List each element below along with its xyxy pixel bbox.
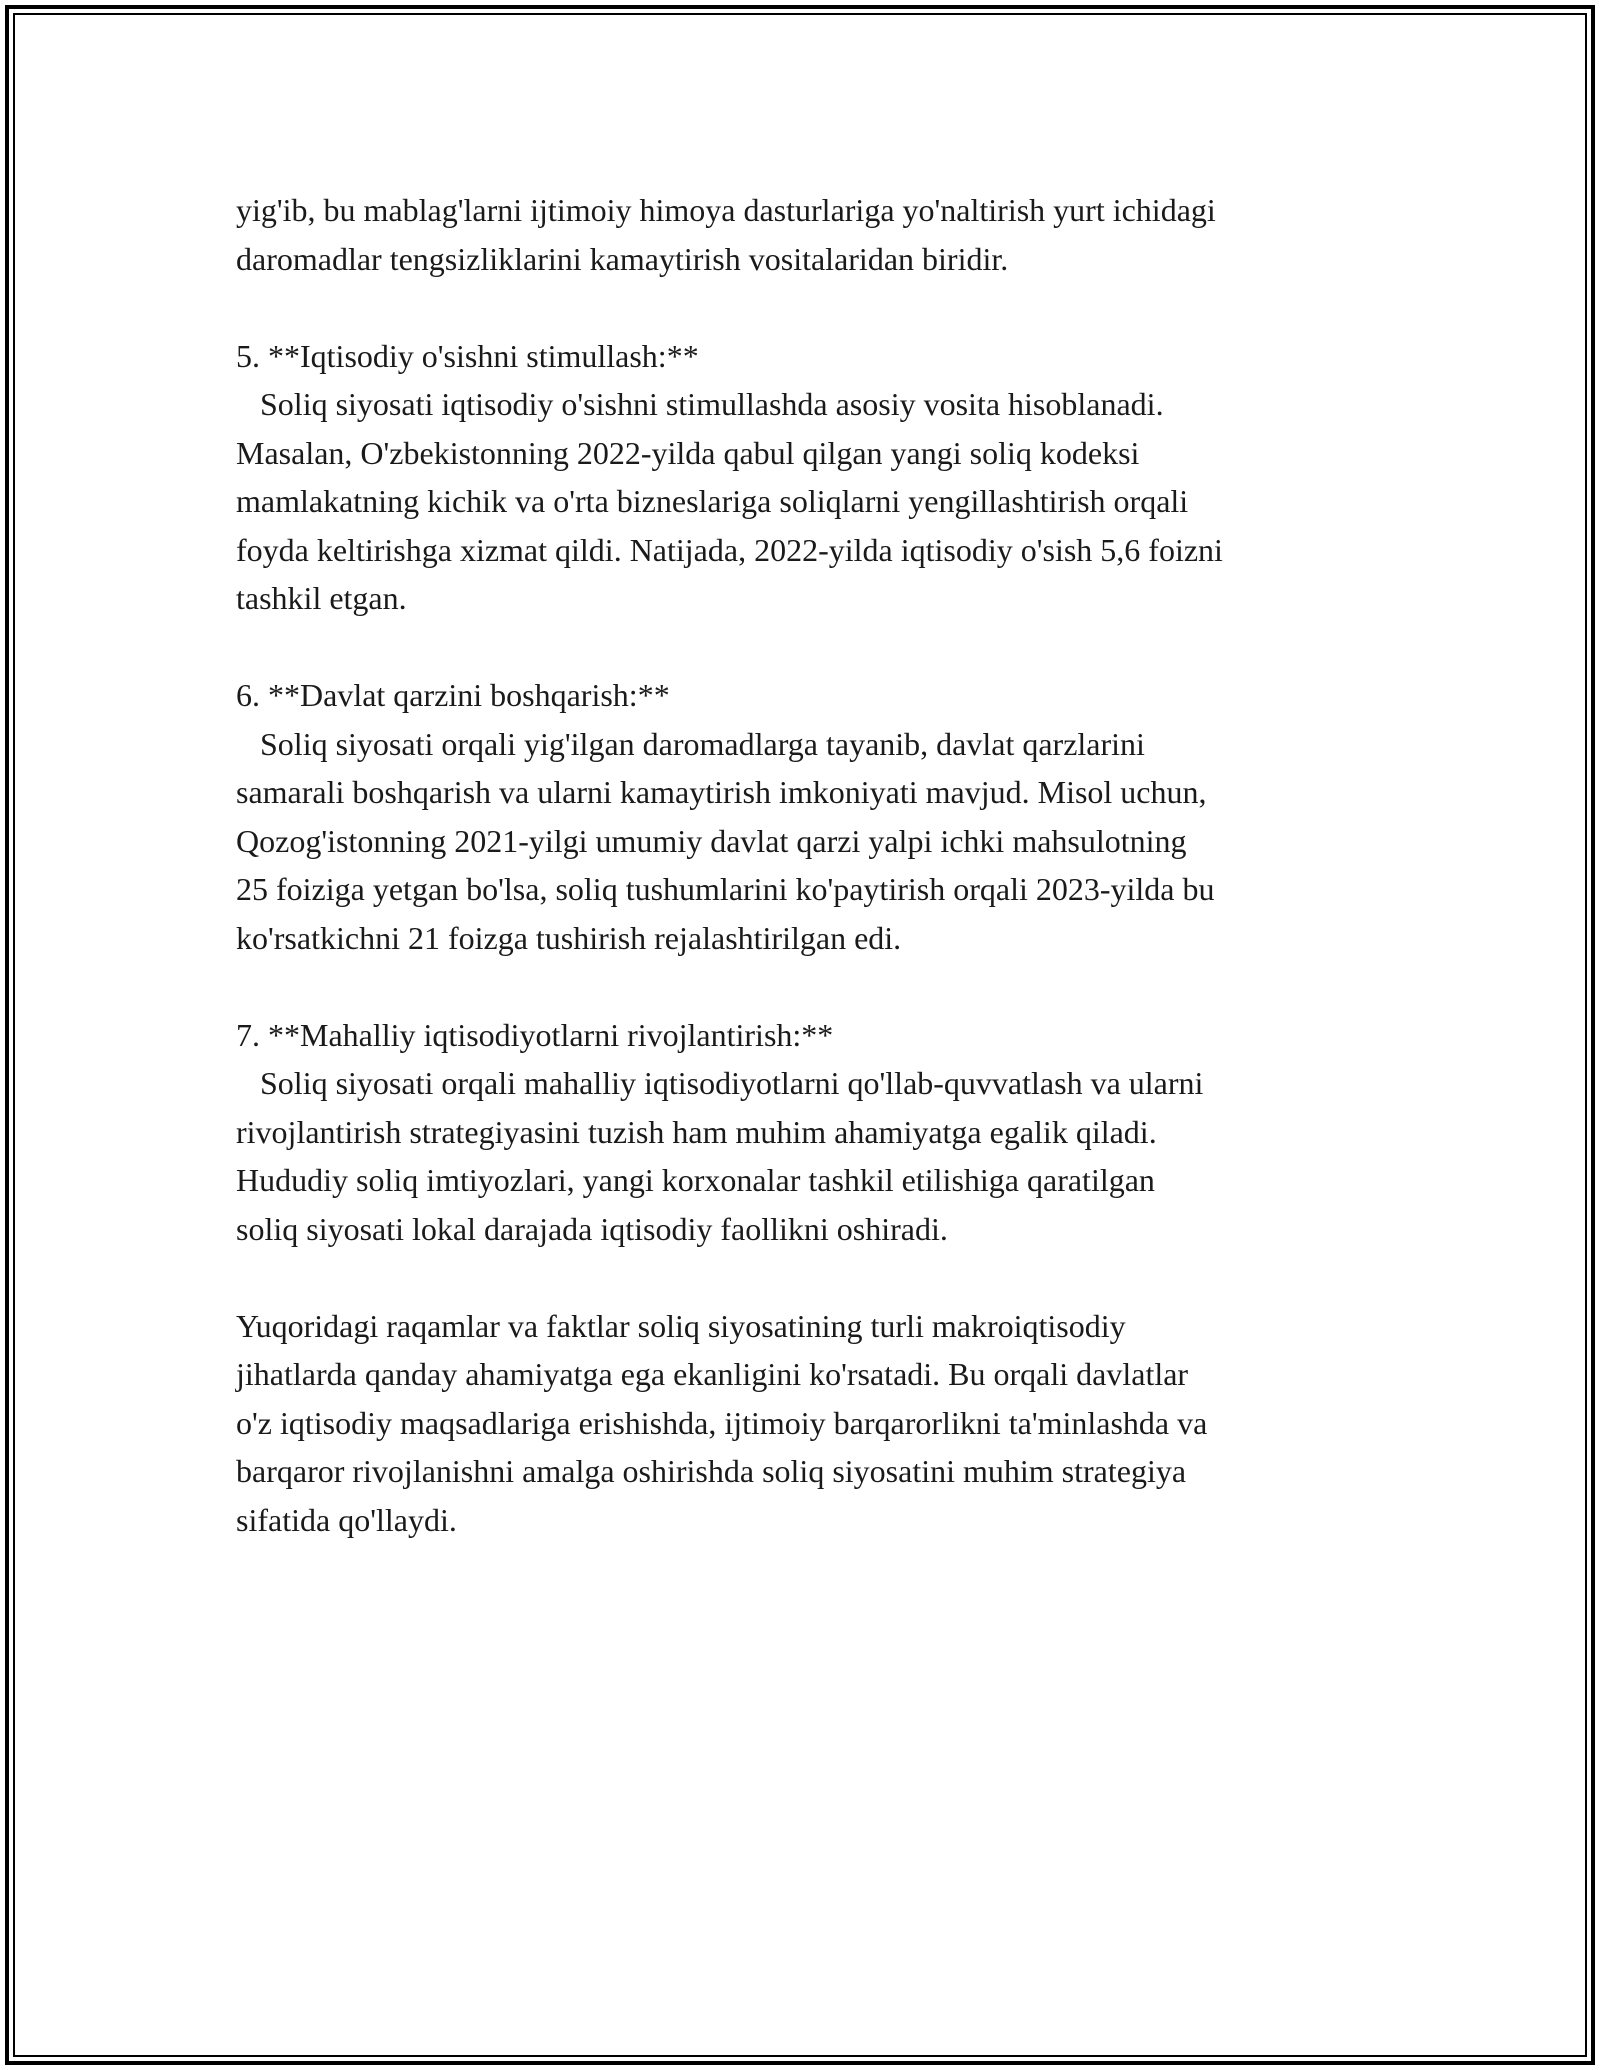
text-line: ko'rsatkichni 21 foizga tushirish rejalashtirilgan edi. xyxy=(236,919,902,956)
section-heading: 6. **Davlat qarzini boshqarish:** xyxy=(236,677,670,713)
text-line: yig'ib, bu mablag'larni ijtimoiy himoya dasturlariga yo'naltirish yurt ichidagi xyxy=(236,192,1216,228)
text-line: 25 foiziga yetgan bo'lsa, soliq tushumlarini ko'paytirish orqali 2023-yilda bu xyxy=(236,871,1215,907)
conclusion-paragraph xyxy=(236,1302,1396,1545)
text-line: Soliq siyosati orqali mahalliy iqtisodiyotlarni qo'llab-quvvatlash va ularni xyxy=(236,1065,1204,1101)
paragraph-spacer xyxy=(236,1253,1396,1302)
text-line: jihatlarda qanday ahamiyatga ega ekanligini ko'rsatadi. Bu orqali davlatlar xyxy=(236,1356,1189,1392)
text-line: Masalan, O'zbekistonning 2022-yilda qabul qilgan yangi soliq kodeksi xyxy=(236,434,1140,471)
text-line: samarali boshqarish va ularni kamaytirish imkoniyati mavjud. Misol uchun, xyxy=(236,774,1207,810)
section-heading: 5. **Iqtisodiy o'sishni stimullash:** xyxy=(236,337,699,374)
text-line: Yuqoridagi raqamlar va faktlar soliq siyosatining turli makroiqtisodiy xyxy=(236,1307,1126,1344)
paragraph-spacer xyxy=(236,623,1396,672)
text-line: barqaror rivojlanishni amalga oshirishda soliq siyosatini muhim strategiya xyxy=(236,1453,1187,1489)
paragraph-spacer xyxy=(236,283,1396,332)
text-line: Soliq siyosati iqtisodiy o'sishni stimullashda asosiy vosita hisoblanadi. xyxy=(236,386,1164,422)
document-body xyxy=(236,186,1396,1544)
text-line: mamlakatning kichik va o'rta bizneslariga soliqlarni yengillashtirish orqali xyxy=(236,483,1189,519)
paragraph-spacer xyxy=(236,962,1396,1011)
text-line: tashkil etgan. xyxy=(236,580,407,616)
section-heading: 7. **Mahalliy iqtisodiyotlarni rivojlantirish:** xyxy=(236,1016,834,1053)
text-line: rivojlantirish strategiyasini tuzish ham muhim ahamiyatga egalik qiladi. xyxy=(236,1113,1157,1150)
text-line: sifatida qo'llaydi. xyxy=(236,1501,457,1538)
text-line: Soliq siyosati orqali yig'ilgan daromadlarga tayanib, davlat qarzlarini xyxy=(236,725,1145,762)
text-line: foyda keltirishga xizmat qildi. Natijada, 2022-yilda iqtisodiy o'sish 5,6 foizni xyxy=(236,531,1223,568)
text-line: Qozog'istonning 2021-yilgi umumiy davlat qarzi yalpi ichki mahsulotning xyxy=(236,822,1187,859)
text-line: Hududiy soliq imtiyozlari, yangi korxonalar tashkil etilishiga qaratilgan xyxy=(236,1162,1155,1198)
section-local-economies xyxy=(236,1011,1396,1254)
text-line: o'z iqtisodiy maqsadlariga erishishda, ijtimoiy barqarorlikni ta'minlashda va xyxy=(236,1404,1208,1441)
text-line: daromadlar tengsizliklarini kamaytirish vositalaridan biridir. xyxy=(236,240,1009,277)
text-line: soliq siyosati lokal darajada iqtisodiy faollikni oshiradi. xyxy=(236,1210,948,1247)
section-debt-management xyxy=(236,671,1396,962)
section-economic-growth xyxy=(236,332,1396,623)
intro-paragraph xyxy=(236,186,1396,283)
